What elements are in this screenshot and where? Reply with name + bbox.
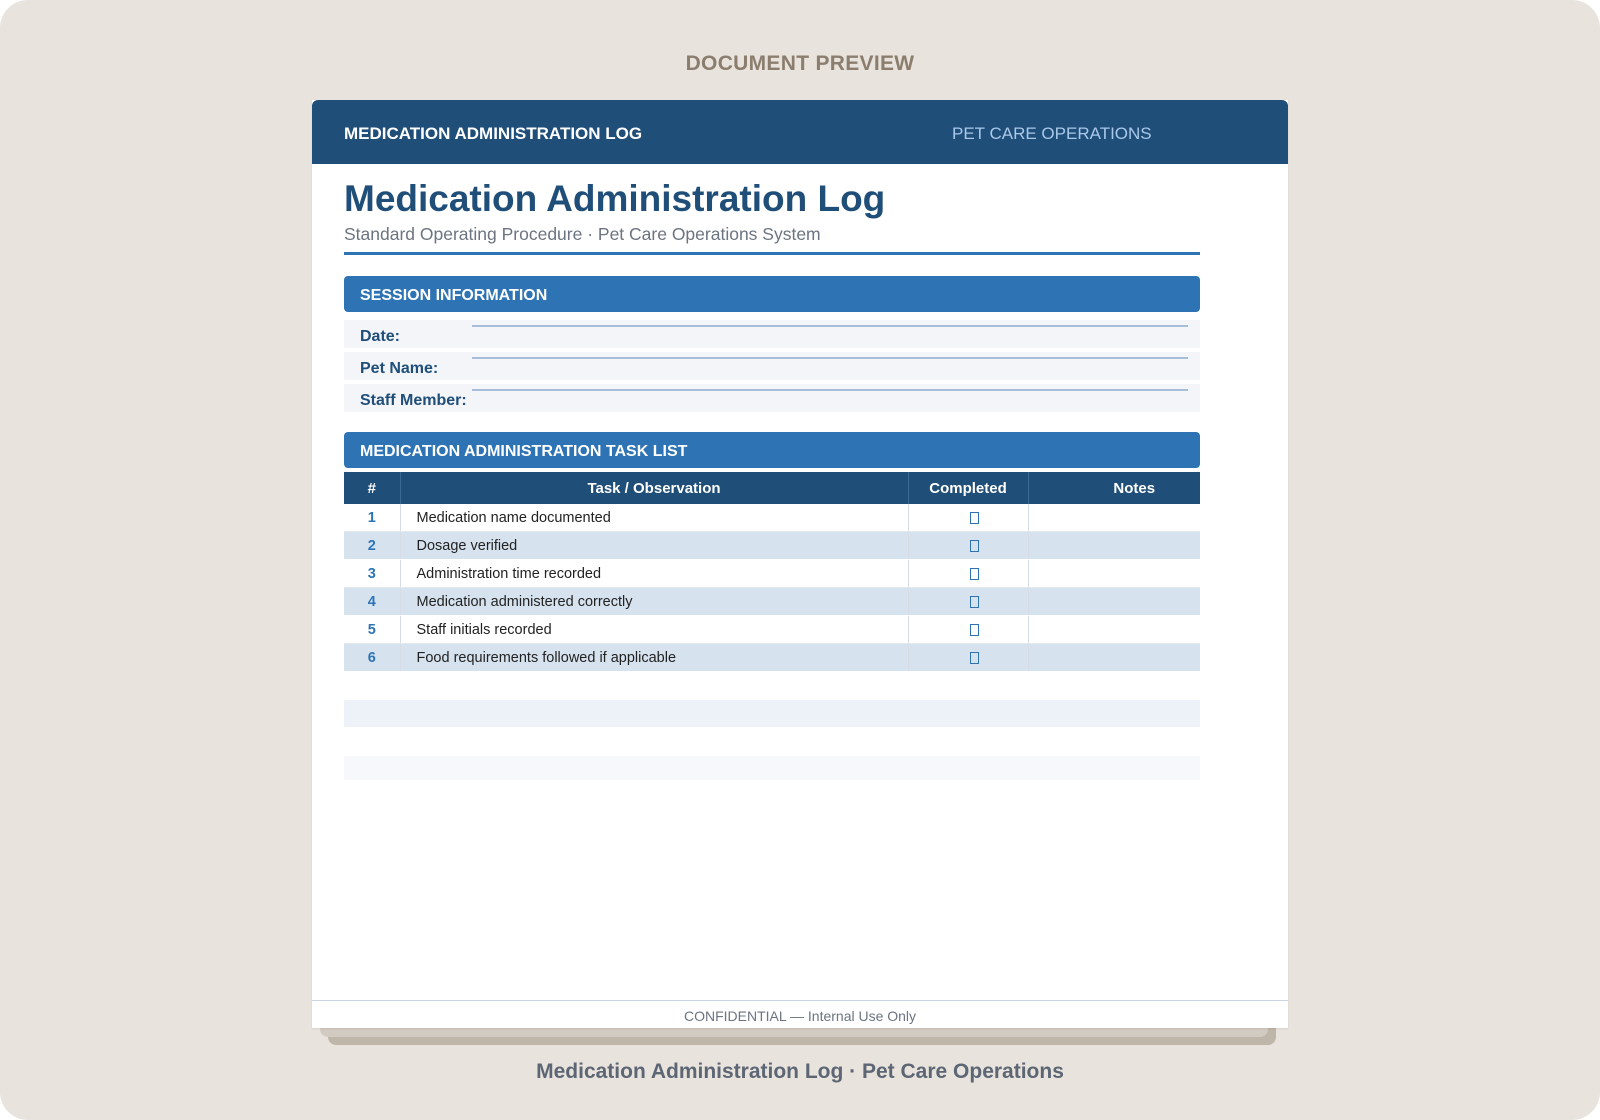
notes-cell[interactable] <box>1028 560 1200 588</box>
notes-cell[interactable] <box>1028 616 1200 644</box>
blank-row <box>344 756 1200 780</box>
page-title: Medication Administration Log <box>344 178 886 219</box>
staff-member-field[interactable] <box>344 384 1200 412</box>
header-department: PET CARE OPERATIONS <box>952 124 1152 143</box>
task-text: Medication name documented <box>400 504 908 532</box>
document-page <box>312 100 1288 1028</box>
session-section-title: SESSION INFORMATION <box>360 287 548 304</box>
checkbox-icon[interactable] <box>970 624 979 636</box>
date-field[interactable] <box>344 320 1200 348</box>
row-number: 6 <box>344 644 400 672</box>
task-text: Staff initials recorded <box>400 616 908 644</box>
completed-cell <box>908 504 1028 532</box>
blank-row <box>344 700 1200 727</box>
completed-cell <box>908 588 1028 616</box>
document-caption: Medication Administration Log · Pet Care Operations <box>536 1060 1064 1083</box>
checkbox-icon[interactable] <box>970 652 979 664</box>
task-text: Food requirements followed if applicable <box>400 644 908 672</box>
table-row <box>344 504 1200 532</box>
table-row <box>344 616 1200 644</box>
row-number: 3 <box>344 560 400 588</box>
row-number: 5 <box>344 616 400 644</box>
notes-cell[interactable] <box>1028 644 1200 672</box>
notes-cell[interactable] <box>1028 588 1200 616</box>
session-section-header <box>344 276 1200 312</box>
checkbox-icon[interactable] <box>970 540 979 552</box>
checkbox-icon[interactable] <box>970 596 979 608</box>
footer-confidential: CONFIDENTIAL — Internal Use Only <box>683 1008 917 1024</box>
checkbox-icon[interactable] <box>970 512 979 524</box>
task-table <box>344 472 1200 672</box>
table-row <box>344 644 1200 672</box>
staff-member-label: Staff Member: <box>360 392 467 409</box>
task-text: Administration time recorded <box>400 560 908 588</box>
document-header-band <box>312 100 1288 164</box>
pet-name-label: Pet Name: <box>360 360 439 377</box>
date-input-line[interactable] <box>472 325 1188 327</box>
page-subtitle: Standard Operating Procedure · Pet Care Operations System <box>344 224 821 244</box>
staff-member-input-line[interactable] <box>472 389 1188 391</box>
notes-cell[interactable] <box>1028 504 1200 532</box>
notes-cell[interactable] <box>1028 532 1200 560</box>
row-number: 4 <box>344 588 400 616</box>
task-table-header <box>344 472 1200 504</box>
date-label: Date: <box>360 328 401 345</box>
completed-cell <box>908 532 1028 560</box>
row-number: 2 <box>344 532 400 560</box>
column-header-task: Task / Observation <box>400 472 908 504</box>
completed-cell <box>908 644 1028 672</box>
completed-cell <box>908 616 1028 644</box>
task-section-title: MEDICATION ADMINISTRATION TASK LIST <box>360 443 688 460</box>
preview-label: DOCUMENT PREVIEW <box>685 52 915 75</box>
table-row <box>344 588 1200 616</box>
column-header-number: # <box>344 472 400 504</box>
column-header-completed: Completed <box>908 472 1028 504</box>
task-text: Medication administered correctly <box>400 588 908 616</box>
task-text: Dosage verified <box>400 532 908 560</box>
pet-name-field[interactable] <box>344 352 1200 380</box>
header-title: MEDICATION ADMINISTRATION LOG <box>344 124 643 143</box>
pet-name-input-line[interactable] <box>472 357 1188 359</box>
completed-cell <box>908 560 1028 588</box>
footer-divider <box>312 1000 1288 1001</box>
table-row <box>344 560 1200 588</box>
title-divider <box>344 252 1200 255</box>
table-row <box>344 532 1200 560</box>
row-number: 1 <box>344 504 400 532</box>
task-section-header <box>344 432 1200 468</box>
checkbox-icon[interactable] <box>970 568 979 580</box>
column-header-notes: Notes <box>1028 472 1200 504</box>
